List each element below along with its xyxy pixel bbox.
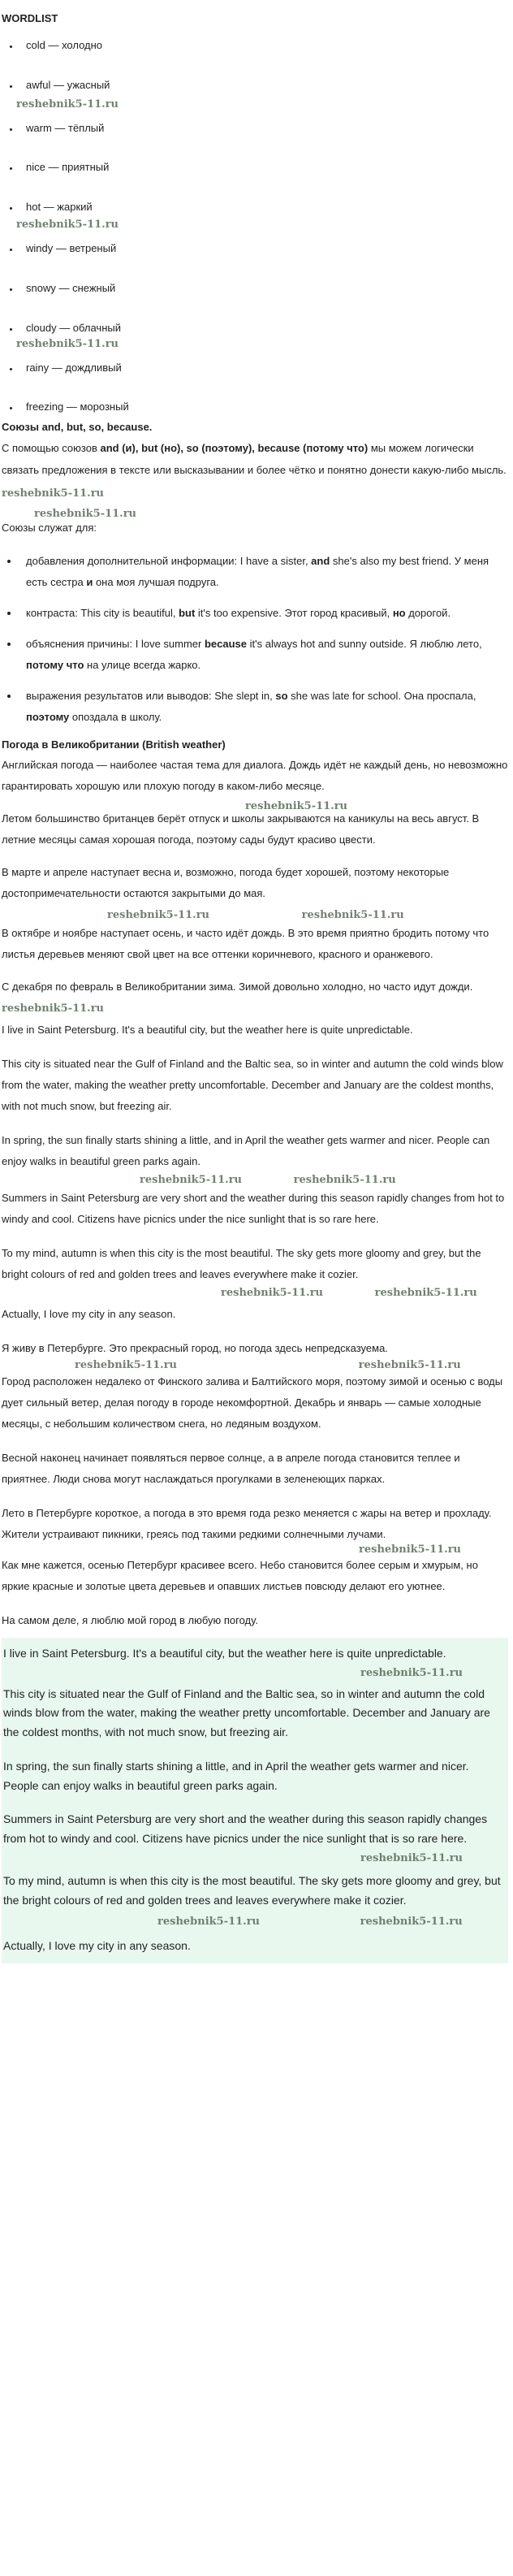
essay-paragraph: Весной наконец начинает появляться первое солнце, а в апреле погода становится теплее и приятнее. Люди снова могут наслаждаться прогулками в зеленеющих парках. (2, 1451, 460, 1485)
word-item: • snowy — снежный (19, 281, 508, 297)
essay-paragraph: Лето в Петербурге короткое, а погода в это время года резко меняется с жары на ветер и прохладу. Жители устраивают пикники, греясь под такими редкими солнечными лучами. (2, 1506, 492, 1540)
watermark-row (3, 1914, 505, 1930)
word-item: • cloudy — облачный reshebnik5-11.ru (19, 321, 508, 351)
essay-paragraph: To my mind, autumn is when this city is the most beautiful. The sky gets more gloomy and grey, but the bright colours of red and golden trees and leaves everywhere make it cozier. (2, 1246, 481, 1280)
use-item: • объяснения причины: I love summer because it's always hot and sunny outside. Я люблю лето, потому что на улице всегда жарко. (19, 634, 508, 676)
watermark: reshebnik5-11.ru (2, 487, 105, 500)
weather-paragraph: В октябре и ноябре наступает осень, и часто идёт дождь. В это время приятно бродить потому что листья деревьев меняют свой цвет на все оттенки коричневого, красного и оранжевого. (2, 926, 489, 960)
word-item: • hot — жаркий reshebnik5-11.ru (19, 200, 508, 232)
watermark: reshebnik5-11.ru (360, 1852, 463, 1865)
essay-paragraph: На самом деле, я люблю мой город в любую погоду. (2, 1613, 258, 1626)
watermark: reshebnik5-11.ru (16, 219, 119, 232)
watermark: reshebnik5-11.ru (140, 1173, 243, 1186)
weather-paragraph: В марте и апреле наступает весна и, возможно, погода будет хорошей, поэтому некоторые достопримечательности остаются закрытыми до мая. (2, 865, 450, 899)
watermark: reshebnik5-11.ru (358, 1358, 461, 1371)
watermark: reshebnik5-11.ru (359, 1543, 462, 1556)
weather-paragraph: С декабря по февраль в Великобритании зима. Зимой довольно холодно, но часто идут дожди. reshebnik5-11.ru (2, 976, 508, 1020)
essay-highlight-block (2, 1638, 508, 1964)
watermark: reshebnik5-11.ru (360, 1915, 463, 1928)
use-item: • добавления дополнительной информации: I have a sister, and she's also my best friend. У меня есть сестра и она моя лучшая подруга. (19, 551, 508, 593)
essay-paragraph: I live in Saint Petersburg. It's a beautiful city, but the weather here is quite unpredictable. (3, 1646, 446, 1660)
wordlist (2, 38, 508, 415)
word-item: • nice — приятный (19, 160, 508, 175)
word-item: • cold — холодно (19, 38, 508, 54)
wordlist-title: WORDLIST (2, 12, 58, 24)
watermark: reshebnik5-11.ru (245, 799, 348, 812)
essay-paragraph: I live in Saint Petersburg. It's a beautiful city, but the weather here is quite unpredictable. (2, 1023, 413, 1036)
word-item: • rainy — дождливый (19, 361, 508, 376)
watermark: reshebnik5-11.ru (16, 97, 119, 110)
word-item: • warm — тёплый (19, 121, 508, 136)
essay-paragraph: This city is situated near the Gulf of Finland and the Baltic sea, so in winter and autumn the cold winds blow from the water, making the weather pretty uncomfortable. December and January are the coldest months, with not much snow, but freezing air. (3, 1686, 490, 1739)
essay-paragraph: Summers in Saint Petersburg are very short and the weather during this season rapidly changes from hot to windy and cool. Citizens have picnics under the nice sunlight that is so rare here. (3, 1812, 488, 1846)
watermark: reshebnik5-11.ru (293, 1173, 396, 1186)
watermark: reshebnik5-11.ru (157, 1915, 261, 1928)
essay-russian (2, 1338, 508, 1631)
watermark-row (2, 1282, 508, 1304)
watermark: reshebnik5-11.ru (221, 1286, 324, 1299)
conjunction-uses (2, 551, 508, 728)
essay-paragraph: In spring, the sun finally starts shining a little, and in April the weather gets warmer and nicer. People can enjoy walks in beautiful green parks again. (3, 1759, 469, 1792)
watermark: reshebnik5-11.ru (75, 1358, 178, 1371)
essay-paragraph: Как мне кажется, осенью Петербург красивее всего. Небо становится более серым и хмурым, но яркие красные и золотые цвета деревьев и опавших листьев повсюду делают его уютнее. (2, 1558, 478, 1592)
watermark: reshebnik5-11.ru (301, 908, 404, 921)
conjunctions-title: Союзы and, but, so, because. (2, 421, 153, 434)
essay-paragraph: Actually, I love my city in any season. (3, 1938, 191, 1952)
essay-paragraph: Я живу в Петербурге. Это прекрасный город, но погода здесь непредсказуема. (2, 1341, 388, 1354)
essay-paragraph: Actually, I love my city in any season. (2, 1307, 176, 1320)
word-item: • freezing — морозный (19, 400, 508, 415)
weather-title: Погода в Великобритании (British weather) (2, 738, 226, 751)
essay-paragraph: This city is situated near the Gulf of Finland and the Baltic sea, so in winter and autumn the cold winds blow from the water, making the weather pretty uncomfortable. December and January are the coldest months, with not much snow, but freezing air. (2, 1057, 503, 1112)
word-item: • awful — ужасный reshebnik5-11.ru (19, 78, 508, 111)
weather-text (2, 755, 508, 1020)
use-item: • выражения результатов или выводов: She slept in, so she was late for school. Она проспала, поэтому опоздала в школу. (19, 686, 508, 728)
conjunctions-serve: Союзы служат для: (2, 522, 97, 535)
watermark: reshebnik5-11.ru (34, 508, 137, 521)
watermark: reshebnik5-11.ru (360, 1666, 463, 1679)
essay-paragraph: Summers in Saint Petersburg are very short and the weather during this season rapidly changes from hot to windy and cool. Citizens have picnics under the nice sunlight that is so rare here. (2, 1191, 505, 1225)
essay-paragraph: To my mind, autumn is when this city is the most beautiful. The sky gets more gloomy and grey, but the bright colours of red and golden trees and leaves everywhere make it cozier. (3, 1874, 501, 1907)
use-item: • контраста: This city is beautiful, but it's too expensive. Этот город красивый, но дорогой. (19, 603, 508, 624)
watermark: reshebnik5-11.ru (16, 337, 119, 350)
essay-paragraph: In spring, the sun finally starts shining a little, and in April the weather gets warmer and nicer. People can enjoy walks in beautiful green parks again. (2, 1133, 490, 1167)
watermark: reshebnik5-11.ru (2, 1002, 105, 1015)
essay-paragraph: Город расположен недалеко от Финского залива и Балтийского моря, поэтому зимой и осенью с воды дует сильный ветер, делая погоду в городе некомфортной. Декабрь и январь — самые холодные месяцы, с небольшим количеством снега, но ледяным воздухом. (2, 1375, 503, 1430)
watermark: reshebnik5-11.ru (374, 1286, 477, 1299)
essay-english (2, 1020, 508, 1325)
weather-paragraph: Английская погода — наиболее частая тема для диалога. Дождь идёт не каждый день, но невозможно гарантировать хорошую или плохую погоду в каком-либо месяце. (2, 758, 508, 792)
conjunctions-intro: С помощью союзов and (и), but (но), so (поэтому), because (потому что) мы можем логически связать предложения в тексте или высказывании и более чётко и понятно донести какую-либо мысль. reshebnik5-11.ru (2, 437, 508, 504)
word-item: • windy — ветреный (19, 241, 508, 257)
watermark: reshebnik5-11.ru (107, 908, 210, 921)
weather-paragraph: Летом большинство британцев берёт отпуск и школы закрываются на каникулы на весь август. В летние месяцы самая хорошая погода, поэтому сады будут красиво цвести. (2, 812, 480, 846)
